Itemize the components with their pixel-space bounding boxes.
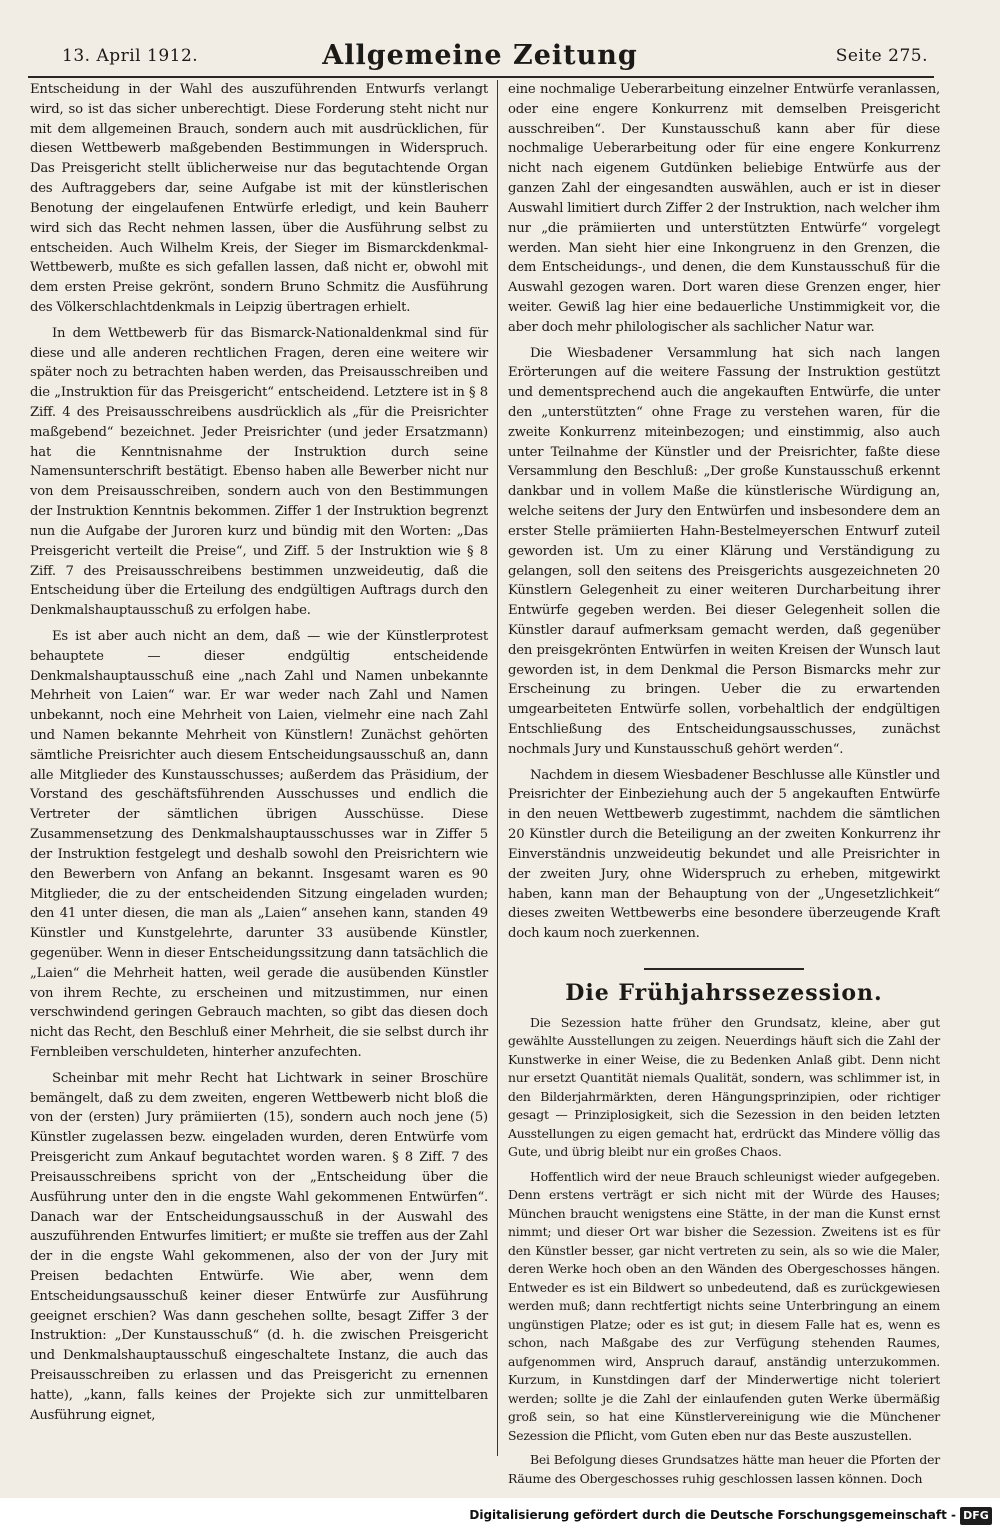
column-divider [497, 80, 498, 1456]
header-rule [28, 76, 934, 78]
page-number: Seite 275. [835, 46, 928, 66]
left-paragraph: Scheinbar mit mehr Recht hat Lichtwark in seiner Broschüre bemängelt, daß zu dem zweiten, engeren Wettbewerb nicht bloß die von der (ersten) Jury prämiierten (15), sondern auch noch jene (5) Künstler zugelassen bezw. eingeladen wurden, deren Entwürfe vom Preisgericht zum Ankauf begutachtet worden waren. § 8 Ziff. 7 des Preisausschreibens spricht von der „Entscheidung über die Ausführung unter den in die engste Wahl gekommenen Entwürfen“. Danach war der Entscheidungsausschuß in der Auswahl des auszuführenden Entwurfes limitiert; er mußte sie treffen aus der Zahl der in die engste Wahl gekommenen, also der von der Jury mit Preisen bedachten Entwürfe. Wie aber, wenn dem Entscheidungsausschuß keiner dieser Entwürfe zur Ausführung geeignet erschien? Was dann geschehen sollte, besagt Ziffer 3 der Instruktion: „Der Kunstausschuß“ (d. h. die zwischen Preisgericht und Denkmalshauptausschuß eingeschaltete Instanz, die auch das Preisausschreiben zu erlassen und das Preisgericht zu ernennen hatte), „kann, falls keines der Projekte sich zur unmittelbaren Ausführung eignet, [30, 1070, 488, 1423]
section-paragraph: Die Sezession hatte früher den Grundsatz, kleine, aber gut gewählte Ausstellungen zu zeigen. Neuerdings häuft sich die Zahl der Kunstwerke in einer Weise, die zu Bedenken Anlaß gibt. Denn nicht nur ersetzt Quantität niemals Qualität, sondern, was schlimmer ist, in den Bilderjahrmärkten, deren Hängungsprinzipien, oder richtiger gesagt — Prinziplosigkeit, sich die Sezession in den beiden letzten Ausstellungen zu eigen gemacht hat, erdrückt das Mindere völlig das Gute, und übrig bleibt nur ein großes Chaos. [508, 1014, 940, 1160]
dfg-logo: DFG [960, 1507, 992, 1525]
issue-date: 13. April 1912. [62, 46, 199, 66]
left-paragraph: Es ist aber auch nicht an dem, daß — wie der Künstlerprotest behauptete — dieser endgültig entscheidende Denkmalshauptausschuß eine „nach Zahl und Namen unbekannte Mehrheit von Laien“ war. Er war weder nach Zahl und Namen unbekannt, noch eine Mehrheit von Laien, vielmehr eine nach Zahl und Namen bekannte Mehrheit von Künstlern! Zunächst gehörten sämtliche Preisrichter auch diesem Entscheidungsausschuß an, dann alle Mitglieder des Kunstausschusses; außerdem das Präsidium, der Vorstand des geschäftsführenden Ausschusses und endlich die Vertreter der sämtlichen übrigen Ausschüsse. Diese Zusammensetzung des Denkmalshauptausschusses war in Ziffer 5 der Instruktion festgelegt und deshalb sowohl den Preisrichtern wie den Bewerbern von Anfang an bekannt. Insgesamt waren es 90 Mitglieder, die zu der entscheidenden Sitzung eingeladen wurden; den 41 unter diesen, die man als „Laien“ ansehen kann, standen 49 Künstler und Kunstgelehrte, darunter 33 ausübende Künstler, gegenüber. Wenn in dieser Entscheidungssitzung dann tatsächlich die „Laien“ die Mehrheit hatten, weil gerade die ausübenden Künstler von ihrem Rechte, zu erscheinen und mitzustimmen, nur einen verschwindend geringen Gebrauch machten, so gibt das diesen doch nicht das Recht, den Beschluß einer Mehrheit, die sie selbst durch ihr Fernbleiben verschuldeten, hinterher anzufechten. [30, 628, 488, 1060]
section-paragraph: Hoffentlich wird der neue Brauch schleunigst wieder aufgegeben. Denn erstens verträgt er sich nicht mit der Würde des Hauses; München braucht wenigstens eine Stätte, in der man die Kunst ernst nimmt; und dieser Ort war bisher die Sezession. Zweitens ist es für den Künstler besser, gar nicht vertreten zu sein, als so wie die Maler, deren Werke hoch oben an den Wänden des Obergeschosses hängen. Entweder es ist ein Bildwert so unbedeutend, daß es zurückgewiesen werden muß; dann rechtfertigt nichts seine Unterbringung an einem ungünstigen Platze; oder es ist gut; in diesem Falle hat es, wenn es schon, nach Maßgabe des zur Verfügung stehenden Raumes, aufgenommen wird, Anspruch darauf, anständig unterzukommen. Kurzum, in Kunstdingen darf der Minderwertige nicht toleriert werden; sollte je die Zahl der einlaufenden guten Werke übermäßig groß sein, so hat eine Künstlervereinigung wie die Münchener Sezession die Pflicht, vom Guten eben nur das Beste auszustellen. [508, 1168, 940, 1443]
left-column [30, 80, 488, 1460]
right-paragraph: Die Wiesbadener Versammlung hat sich nach langen Erörterungen auf die weitere Fassung der Instruktion gestützt und dementsprechend auch die angekauften Entwürfe, die unter den „unterstützten“ ohne Frage zu verstehen waren, für die zweite Konkurrenz miteinbezogen; und einstimmig, also auch unter Teilnahme der Künstler und der Preisrichter, faßte diese Versammlung den Beschluß: „Der große Kunstausschuß erkennt dankbar und in vollem Maße die künstlerische Würdigung an, welche seitens der Jury den Entwürfen und insbesondere dem an erster Stelle prämiierten Hahn-Bestelmeyerschen Entwurf zuteil geworden ist. Um zu einer Klärung und Verständigung zu gelangen, soll den seitens des Preisgerichts ausgezeichneten 20 Künstlern Gelegenheit zu einer weiteren Durcharbeitung ihrer Entwürfe gegeben werden. Bei dieser Gelegenheit sollen die Künstler darauf aufmerksam gemacht werden, daß gegenüber den preisgekrönten Entwürfen in weiten Kreisen der Wunsch laut geworden ist, in dem Denkmal die Person Bismarcks mehr zur Erscheinung zu bringen. Ueber die zu erwartenden umgearbeiteten Entwürfe sollen, vorbehaltlich der endgültigen Entschließung des Entscheidungsausschusses, zunächst nochmals Jury und Kunstausschuß gehört werden“. [508, 345, 940, 757]
section-body [508, 1014, 940, 1489]
right-column [508, 80, 941, 1486]
digitization-footer [0, 1498, 1000, 1537]
section-separator [644, 968, 804, 970]
section-title: Die Frühjahrssezession. [565, 979, 883, 1006]
right-paragraph: Nachdem in diesem Wiesbadener Beschlusse alle Künstler und Preisrichter der Einbeziehung auch der 5 angekauften Entwürfe in den neuen Wettbewerb zugestimmt, nachdem die sämtlichen 20 Künstler durch die Beteiligung an der zweiten Konkurrenz ihr Einverständnis unzweideutig bekundet und alle Preisrichter in der zweiten Jury, ohne Widerspruch zu erheben, mitgewirkt haben, kann man der Behauptung von der „Ungesetzlichkeit“ dieses zweiten Wettbewerbs eine besondere überzeugende Kraft doch kaum noch zuerkennen. [508, 767, 940, 942]
section-paragraph: Bei Befolgung dieses Grundsatzes hätte man heuer die Pforten der Räume des Obergeschosses ruhig geschlossen lassen können. Doch [508, 1452, 940, 1486]
newspaper-title: Allgemeine Zeitung [322, 40, 638, 71]
right-paragraph: eine nochmalige Ueberarbeitung einzelner Entwürfe veranlassen, oder eine engere Konkurrenz mit demselben Preisgericht ausschreiben“. Der Kunstausschuß kann aber für diese nochmalige Ueberarbeitung oder für eine engere Konkurrenz nicht nach eigenem Gutdünken beliebige Entwürfe aus der ganzen Zahl der eingesandten auswählen, auch er ist in dieser Auswahl limitiert durch Ziffer 2 der Instruktion, nach welcher ihm nur „die prämiierten und unterstützten Entwürfe“ vorgelegt werden. Man sieht hier eine Inkongruenz in den Grenzen, die dem Entscheidungs-, und denen, die dem Kunstausschuß für die Auswahl gezogen waren. Dort waren diese Grenzen enger, hier weiter. Gewiß lag hier eine bedauerliche Unstimmigkeit vor, die aber doch mehr philologischer als sachlicher Natur war. [508, 82, 941, 335]
footer-credit: Digitalisierung gefördert durch die Deutsche Forschungsgemeinschaft - [469, 1508, 956, 1522]
left-paragraph: Entscheidung in der Wahl des auszuführenden Entwurfs verlangt wird, so ist das sicher unberechtigt. Diese Forderung steht nicht nur mit dem allgemeinen Brauch, sondern auch mit ausdrücklichen, für diesen Wettbewerb maßgebenden Bestimmungen in Widerspruch. Das Preisgericht stellt üblicherweise nur das begutachtende Organ des Auftraggebers dar, seine Aufgabe ist mit der künstlerischen Benotung der eingelaufenen Entwürfe erledigt, und kein Bauherr wird sich das Recht nehmen lassen, über die Ausführung selbst zu entscheiden. Auch Wilhelm Kreis, der Sieger im Bismarckdenkmal-Wettbewerb, mußte es sich gefallen lassen, daß nicht er, obwohl mit dem ersten Preise gekrönt, sondern Bruno Schmitz die Ausführung des Völkerschlachtdenkmals in Leipzig übertragen erhielt. [30, 82, 488, 315]
page-header [32, 40, 928, 76]
left-paragraph: In dem Wettbewerb für das Bismarck-Nationaldenkmal sind für diese und alle anderen rechtlichen Fragen, deren eine weitere wir später noch zu betrachten haben werden, das Preisausschreiben und die „Instruktion für das Preisgericht“ entscheidend. Letztere ist in § 8 Ziff. 4 des Preisausschreibens ausdrücklich als „für die Preisrichter maßgebend“ bezeichnet. Jeder Preisrichter (und jeder Ersatzmann) hat die Kenntnisnahme der Instruktion durch seine Namensunterschrift bestätigt. Ebenso haben alle Bewerber nicht nur von dem Preisausschreiben, sondern auch von den Bestimmungen der Instruktion Kenntnis bekommen. Ziffer 1 der Instruktion begrenzt nun die Aufgabe der Juroren kurz und bündig mit den Worten: „Das Preisgericht verteilt die Preise“, und Ziff. 5 der Instruktion wie § 8 Ziff. 7 des Preisausschreibens bestimmen unzweideutig, daß die Entscheidung über die Erteilung des endgültigen Auftrags durch den Denkmalshauptausschuß zu erfolgen habe. [30, 325, 488, 619]
